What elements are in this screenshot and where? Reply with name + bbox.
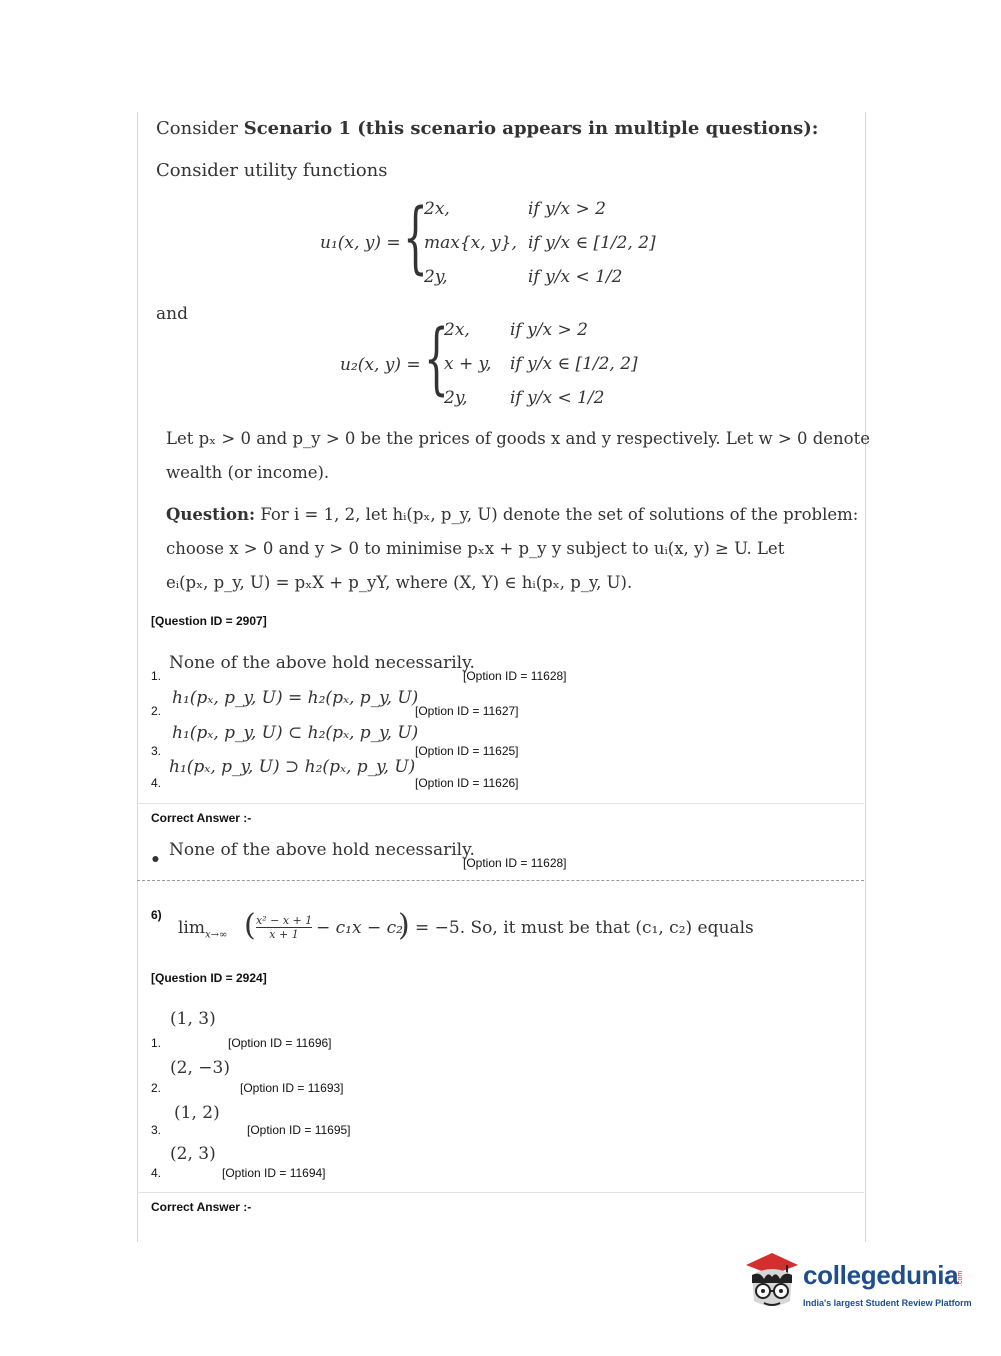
correct-answer-id: [Option ID = 11628]	[463, 856, 567, 870]
u2-case1-cond: if y/x > 2	[510, 320, 588, 340]
option-3-id: [Option ID = 11625]	[415, 744, 519, 758]
q6-option-4-text: (2, 3)	[170, 1144, 216, 1164]
divider	[137, 803, 864, 804]
option-4-id: [Option ID = 11626]	[415, 776, 519, 790]
question-line-3: eᵢ(pₓ, p_y, U) = pₓX + p_yY, where (X, Y) ∈ hᵢ(pₓ, p_y, U).	[166, 573, 633, 592]
fraction-denominator: x + 1	[269, 928, 299, 941]
prices-line-1: Let pₓ > 0 and p_y > 0 be the prices of goods x and y respectively. Let w > 0 denote	[166, 429, 870, 448]
u2-case3-cond: if y/x < 1/2	[510, 388, 605, 408]
u1-case2-cond: if y/x ∈ [1/2, 2]	[528, 233, 656, 253]
option-4-number: 4.	[151, 776, 162, 790]
u2-case2-cond: if y/x ∈ [1/2, 2]	[510, 354, 638, 374]
divider-2	[137, 1192, 864, 1193]
question-line-2: choose x > 0 and y > 0 to minimise pₓx + p_y y subject to uᵢ(x, y) ≥ U. Let	[166, 539, 785, 558]
q6-option-1-number: 1.	[151, 1036, 162, 1050]
q6-option-1-id: [Option ID = 11696]	[228, 1036, 332, 1050]
q6-option-3-id: [Option ID = 11695]	[247, 1123, 351, 1137]
brand-tagline: India's largest Student Review Platform	[803, 1298, 972, 1308]
correct-answer-label: Correct Answer :-	[151, 811, 252, 825]
scenario-intro: Consider Scenario 1 (this scenario appears in multiple questions):	[156, 118, 819, 139]
lim-subscript: x→∞	[205, 929, 228, 941]
u1-case1-cond: if y/x > 2	[528, 199, 606, 219]
u2-case2-expr: x + y,	[444, 354, 492, 374]
u2-case3-expr: 2y,	[444, 388, 468, 408]
option-3-number: 3.	[151, 744, 162, 758]
option-4-text: h₁(pₓ, p_y, U) ⊃ h₂(pₓ, p_y, U)	[169, 757, 416, 777]
u1-case3-cond: if y/x < 1/2	[528, 267, 623, 287]
prices-line-2: wealth (or income).	[166, 463, 330, 482]
u1-case3-expr: 2y,	[424, 267, 448, 287]
u2-brace: {	[424, 314, 449, 404]
q6-option-2-text: (2, −3)	[170, 1058, 230, 1078]
question-line-1: Question: For i = 1, 2, let hᵢ(pₓ, p_y, U) denote the set of solutions of the problem:	[166, 505, 859, 524]
u1-lhs: u₁(x, y) =	[320, 233, 401, 253]
left-paren: (	[244, 908, 256, 943]
correct-answer-text: None of the above hold necessarily.	[169, 840, 475, 860]
q6-option-4-number: 4.	[151, 1166, 162, 1180]
option-2-text: h₁(pₓ, p_y, U) = h₂(pₓ, p_y, U)	[172, 688, 419, 708]
q6-option-1-text: (1, 3)	[170, 1009, 216, 1029]
option-2-id: [Option ID = 11627]	[415, 704, 519, 718]
u1-brace: {	[403, 193, 428, 283]
question-id-6: [Question ID = 2924]	[151, 971, 267, 985]
utility-intro: Consider utility functions	[156, 160, 388, 181]
lim-word: lim	[178, 918, 205, 938]
option-2-number: 2.	[151, 704, 162, 718]
logo-mascot	[742, 1249, 802, 1317]
q6-option-3-text: (1, 2)	[174, 1103, 220, 1123]
question-separator	[137, 880, 864, 881]
correct-answer-label-6: Correct Answer :-	[151, 1200, 252, 1214]
fraction-numerator: x² − x + 1	[256, 914, 313, 927]
q6-option-2-id: [Option ID = 11693]	[240, 1081, 344, 1095]
option-3-text: h₁(pₓ, p_y, U) ⊂ h₂(pₓ, p_y, U)	[172, 723, 419, 743]
correct-answer-bullet: •	[150, 850, 161, 870]
u2-lhs: u₂(x, y) =	[340, 355, 421, 375]
u1-case2-expr: max{x, y},	[424, 233, 517, 253]
brand-name: collegedunia	[803, 1260, 959, 1290]
option-1-text: None of the above hold necessarily.	[169, 653, 475, 673]
option-1-id: [Option ID = 11628]	[463, 669, 567, 683]
q6-rest: − c₁x − c₂	[316, 918, 403, 938]
u1-case1-expr: 2x,	[424, 199, 450, 219]
brand-dotcom: .com	[957, 1270, 964, 1286]
q6-tail: = −5. So, it must be that (c₁, c₂) equals	[415, 918, 754, 938]
q6-limit	[178, 918, 227, 940]
u2-case1-expr: 2x,	[444, 320, 470, 340]
q6-option-4-id: [Option ID = 11694]	[222, 1166, 326, 1180]
q6-option-3-number: 3.	[151, 1123, 162, 1137]
option-1-number: 1.	[151, 669, 162, 683]
and-word: and	[156, 304, 188, 324]
q6-option-2-number: 2.	[151, 1081, 162, 1095]
right-paren: )	[398, 908, 410, 943]
question-id: [Question ID = 2907]	[151, 614, 267, 628]
mascot-icon	[742, 1249, 802, 1317]
fraction	[256, 914, 312, 941]
question-number: 6)	[151, 908, 162, 922]
